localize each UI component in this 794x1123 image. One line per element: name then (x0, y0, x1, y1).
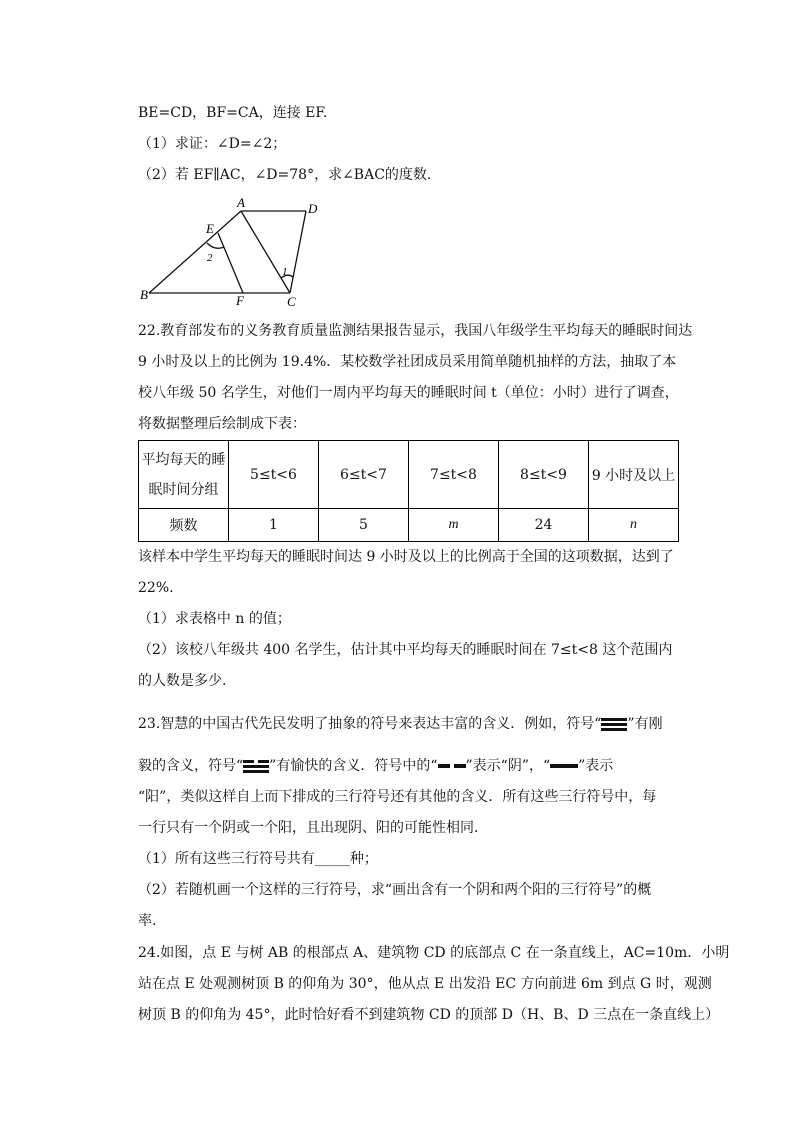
label-D: D (308, 201, 318, 216)
dui-trigram-icon (243, 758, 269, 775)
sleep-frequency-table (138, 440, 679, 542)
q24-line2: 站在点 E 处观测树顶 B 的仰角为 30°，他从点 E 出发沿 EC 方向前进 6m 到点 G 时，观测 (138, 976, 712, 992)
q23-line2-text-c: ”表示“阴”，“ (465, 758, 551, 774)
qian-trigram-icon (601, 716, 627, 733)
q23-line2 (138, 756, 613, 776)
label-angle1: 1 (282, 266, 288, 278)
header-label-line1: 平均每天的睡 (141, 451, 226, 468)
label-F: F (236, 293, 244, 308)
q23-line2-text-d: ”表示 (578, 758, 614, 774)
label-E: E (206, 221, 214, 236)
q24-line1: 24.如图，点 E 与树 AB 的根部点 A、建筑物 CD 的底部点 C 在一条直线上，AC=10m．小明 (138, 945, 730, 961)
q23-line3: “阳”，类似这样自上而下排成的三行符号还有其他的含义．所有这些三行符号中，每 (138, 789, 657, 805)
q23-line4: 一行只有一个阴或一个阳，且出现阴、阳的可能性相同． (138, 820, 488, 836)
q23-line1-text-a: 23.智慧的中国古代先民发明了抽象的符号来表达丰富的含义．例如，符号“ (138, 716, 602, 732)
q22-part1: （1）求表格中 n 的值； (138, 611, 291, 627)
angle-2-arc (207, 243, 224, 248)
q23-part1: （1）所有这些三行符号共有_____种； (138, 851, 378, 867)
group-cell: 5≤t<6 (229, 441, 319, 509)
label-C: C (287, 294, 296, 309)
yin-line-icon (438, 764, 466, 768)
segment-EF (218, 233, 243, 293)
table-count-row (139, 509, 679, 542)
q22-line1: 22.教育部发布的义务教育质量监测结果报告显示，我国八年级学生平均每天的睡眠时间达 (138, 323, 693, 339)
segment-AC (241, 211, 290, 293)
group-cell: 9 小时及以上 (589, 441, 679, 509)
q22-part2b: 的人数是多少. (138, 673, 227, 689)
group-cell: 7≤t<8 (409, 441, 499, 509)
header-label-line2: 眠时间分组 (148, 481, 219, 498)
count-cell: 5 (319, 509, 409, 542)
q23-part2a: （2）若随机画一个这样的三行符号，求“画出含有一个阴和两个阳的三行符号”的概 (138, 882, 652, 898)
label-angle2: 2 (207, 252, 213, 264)
row-label-cell: 频数 (139, 509, 229, 542)
q21-part1: （1）求证：∠D=∠2； (138, 136, 287, 152)
q22-line4: 将数据整理后绘制成下表： (138, 416, 306, 432)
q21-figure (135, 195, 335, 310)
segment-DC (290, 211, 306, 293)
q22-part2a: （2）该校八年级共 400 名学生，估计其中平均每天的睡眠时间在 7≤t<8 这个范围内 (138, 642, 673, 658)
q23-part2b: 率. (138, 913, 157, 929)
count-cell: n (589, 509, 679, 542)
segment-BA (149, 211, 241, 293)
count-cell: m (409, 509, 499, 542)
group-cell: 8≤t<9 (499, 441, 589, 509)
q23-line2-text-a: 毅的含义，符号“ (138, 758, 244, 774)
label-A: A (237, 195, 245, 210)
group-cell: 6≤t<7 (319, 441, 409, 509)
header-label-cell (139, 441, 229, 509)
label-B: B (140, 287, 148, 302)
q22-line3: 校八年级 50 名学生，对他们一周内平均每天的睡眠时间 t（单位：小时）进行了调查， (138, 385, 679, 401)
q21-given: BE=CD，BF=CA，连接 EF. (138, 105, 328, 121)
q23-line2-text-b: ”有愉快的含义．符号中的“ (269, 758, 438, 774)
yang-line-icon (550, 764, 578, 768)
table-header-row (139, 441, 679, 509)
count-cell: 24 (499, 509, 589, 542)
q22-after1: 该样本中学生平均每天的睡眠时间达 9 小时及以上的比例高于全国的这项数据，达到了 (138, 549, 674, 565)
q24-line3: 树顶 B 的仰角为 45°，此时恰好看不到建筑物 CD 的顶部 D（H、B、D 三点在一条直线上） (138, 1007, 720, 1023)
q23-line1 (138, 714, 663, 734)
q23-line1-text-b: ”有刚 (627, 716, 663, 732)
q22-after2: 22%. (138, 580, 174, 596)
count-cell: 1 (229, 509, 319, 542)
q21-part2: （2）若 EF∥AC，∠D=78°，求∠BAC的度数. (138, 167, 432, 183)
q22-line2: 9 小时及以上的比例为 19.4%．某校数学社团成员采用简单随机抽样的方法，抽取了本 (138, 354, 677, 370)
